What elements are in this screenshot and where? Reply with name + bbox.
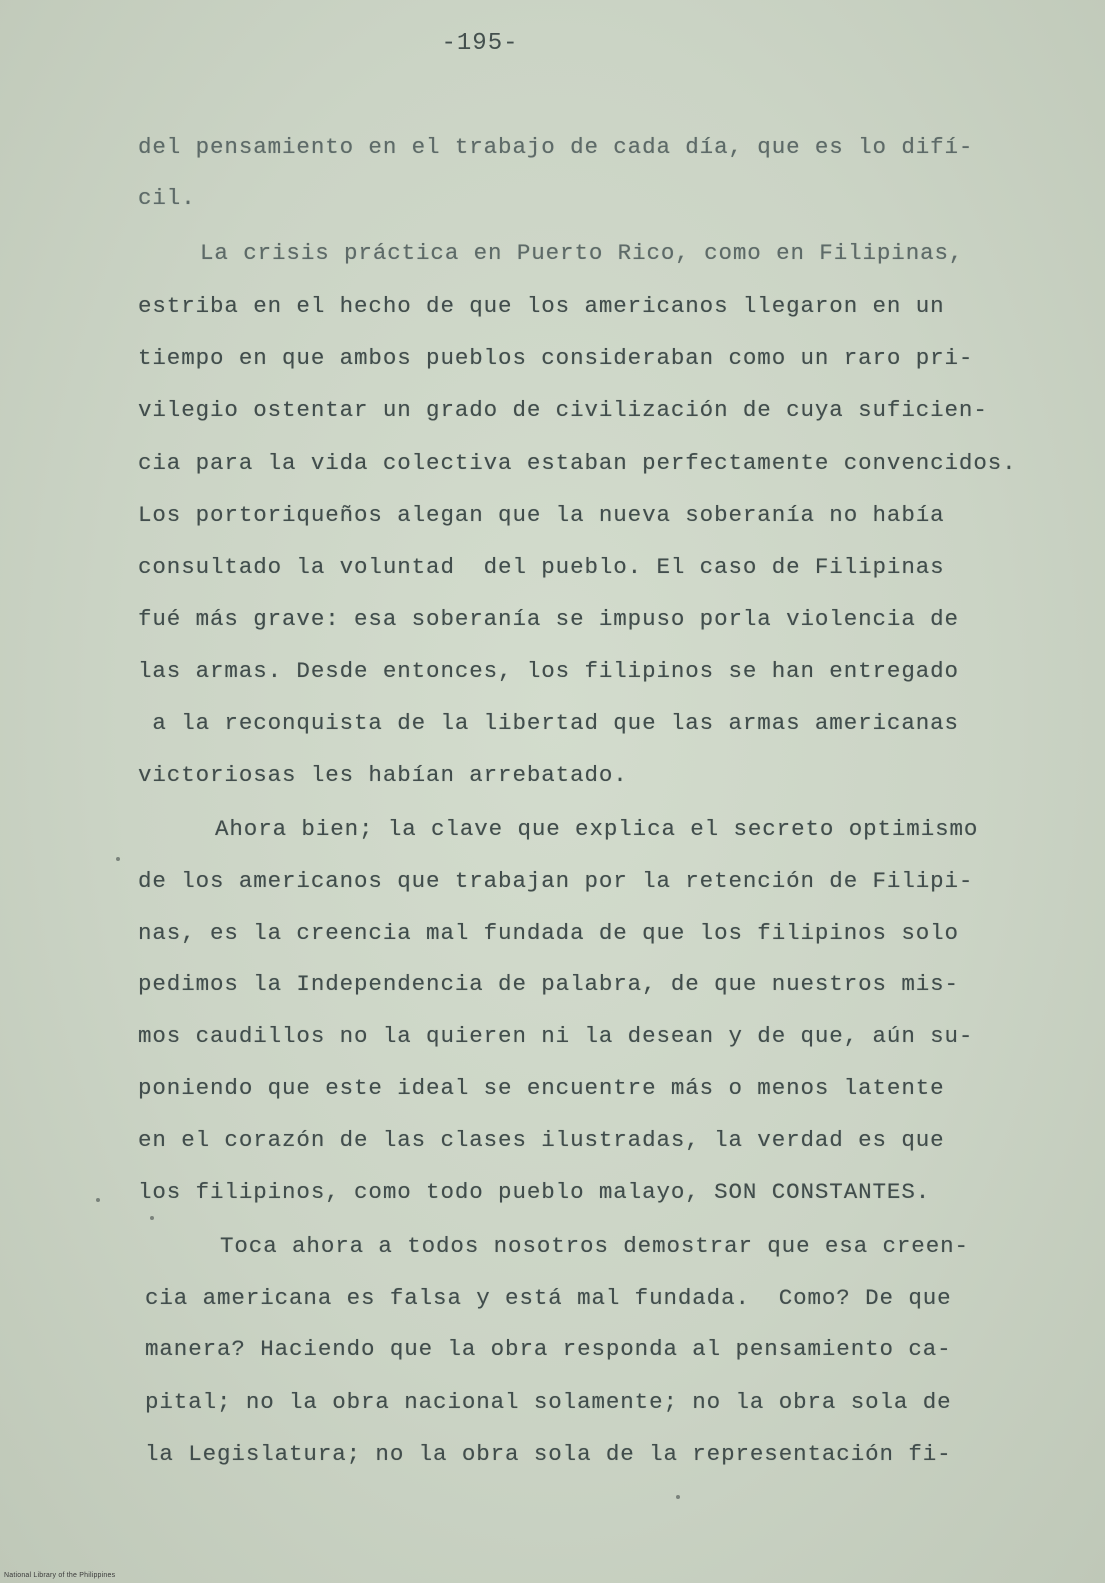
text-line: victoriosas les habían arrebatado.	[138, 762, 628, 788]
text-line: Los portoriqueños alegan que la nueva soberanía no había	[138, 502, 945, 528]
text-line: los filipinos, como todo pueblo malayo, SON CONSTANTES.	[138, 1179, 931, 1205]
text-line: cia americana es falsa y está mal fundada. Como? De que	[145, 1285, 952, 1311]
text-line: del pensamiento en el trabajo de cada día, que es lo difí-	[138, 134, 974, 160]
text-line: La crisis práctica en Puerto Rico, como en Filipinas,	[200, 240, 964, 266]
text-line: cia para la vida colectiva estaban perfectamente convencidos.	[138, 450, 1017, 476]
text-line: Ahora bien; la clave que explica el secreto optimismo	[215, 816, 979, 842]
text-line: Toca ahora a todos nosotros demostrar que esa creen-	[220, 1233, 969, 1259]
paper-speck	[676, 1495, 680, 1499]
text-line: manera? Haciendo que la obra responda al pensamiento ca-	[145, 1336, 952, 1362]
text-line: pedimos la Independencia de palabra, de que nuestros mis-	[138, 971, 959, 997]
text-line: de los americanos que trabajan por la retención de Filipi-	[138, 868, 974, 894]
paper-speck	[96, 1198, 100, 1202]
text-line: poniendo que este ideal se encuentre más o menos latente	[138, 1075, 945, 1101]
text-line: en el corazón de las clases ilustradas, la verdad es que	[138, 1127, 945, 1153]
text-line: a la reconquista de la libertad que las armas americanas	[138, 710, 959, 736]
text-line: consultado la voluntad del pueblo. El caso de Filipinas	[138, 554, 945, 580]
text-line: cil.	[138, 185, 196, 211]
text-line: mos caudillos no la quieren ni la desean y de que, aún su-	[138, 1023, 974, 1049]
text-line: la Legislatura; no la obra sola de la representación fi-	[145, 1441, 952, 1467]
text-line: estriba en el hecho de que los americanos llegaron en un	[138, 293, 945, 319]
text-line: tiempo en que ambos pueblos consideraban como un raro pri-	[138, 345, 974, 371]
text-line: pital; no la obra nacional solamente; no la obra sola de	[145, 1389, 952, 1415]
page-number: -195-	[441, 30, 519, 57]
text-line: nas, es la creencia mal fundada de que los filipinos solo	[138, 920, 959, 946]
library-footer: National Library of the Philippines	[4, 1572, 116, 1579]
text-line: fué más grave: esa soberanía se impuso porla violencia de	[138, 606, 959, 632]
text-line: las armas. Desde entonces, los filipinos se han entregado	[138, 658, 959, 684]
paper-speck	[116, 857, 120, 861]
text-line: vilegio ostentar un grado de civilización de cuya suficien-	[138, 397, 988, 423]
paper-speck	[150, 1216, 154, 1220]
